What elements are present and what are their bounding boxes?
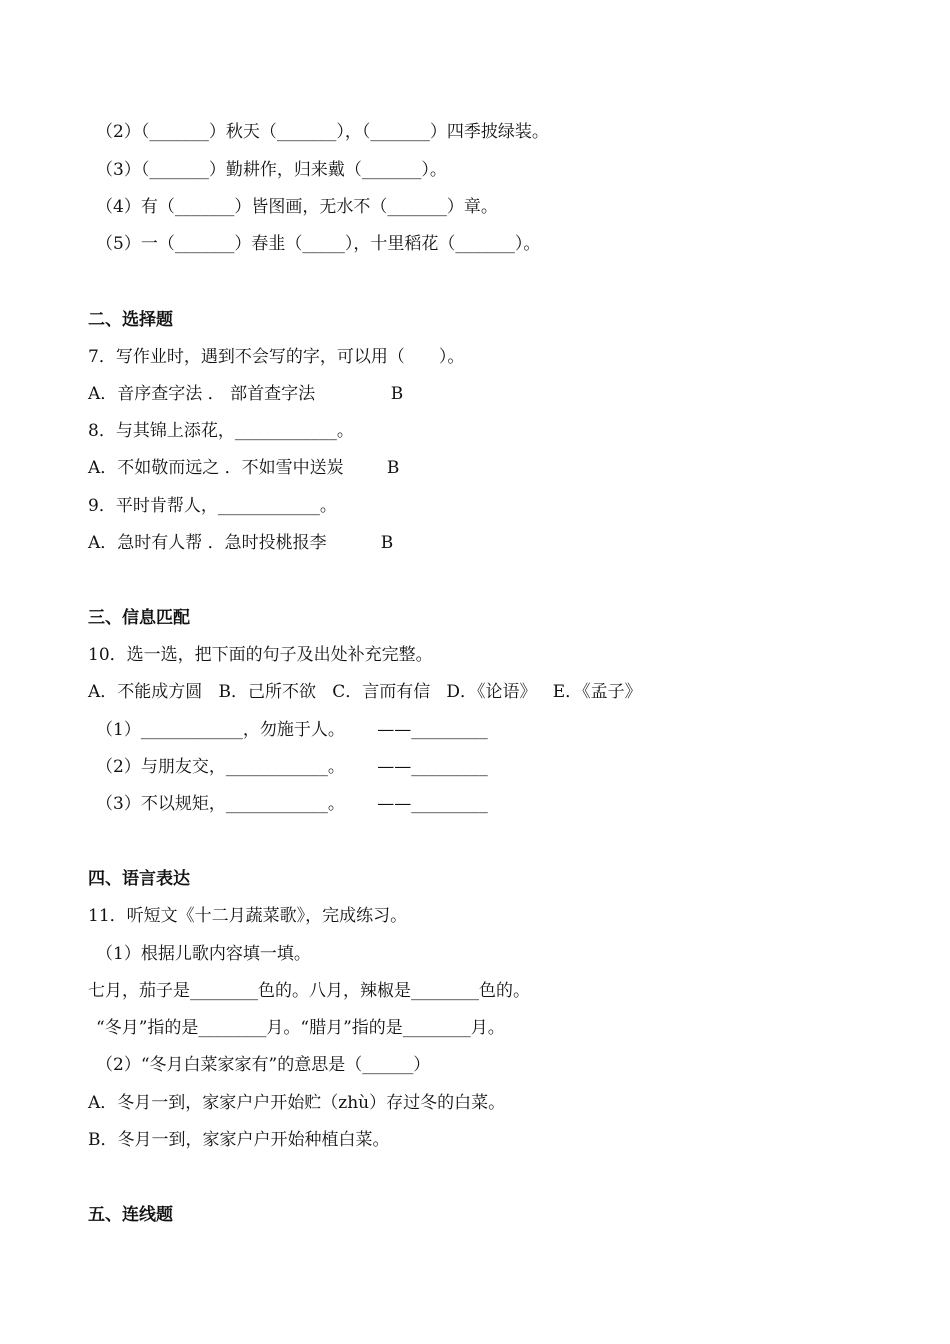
question-11-part-1: （1）根据儿歌内容填一填。 <box>96 944 311 964</box>
section-3-title: 三、信息匹配 <box>88 608 190 628</box>
fill-blank-item-3: （3）（_______）勤耕作，归来戴（_______）。 <box>96 160 447 180</box>
question-11-line-2: “冬月”指的是________月。“腊月”指的是________月。 <box>96 1018 505 1038</box>
question-9: 9．平时肯帮人，____________。 <box>88 496 337 516</box>
section-5-title: 五、连线题 <box>88 1205 173 1225</box>
question-10-sub-3: （3）不以规矩，____________。 ——_________ <box>96 794 488 814</box>
question-8-options: A．不如敬而远之 ．不如雪中送炭 B <box>88 458 400 478</box>
question-8: 8．与其锦上添花，____________。 <box>88 421 354 441</box>
question-7-options: A．音序查字法 ． 部首查字法 B <box>88 384 404 404</box>
fill-blank-item-5: （5）一（_______）春韭（_____），十里稻花（_______）。 <box>96 234 541 254</box>
question-11: 11．听短文《十二月蔬菜歌》，完成练习。 <box>88 906 408 926</box>
question-11-option-a: A．冬月一到，家家户户开始贮（zhù）存过冬的白菜。 <box>88 1093 506 1113</box>
question-9-options: A．急时有人帮 ．急时投桃报李 B <box>88 533 394 553</box>
question-11-option-b: B．冬月一到，家家户户开始种植白菜。 <box>88 1130 390 1150</box>
question-10-sub-1: （1）____________，勿施于人。 ——_________ <box>96 720 488 740</box>
fill-blank-item-2: （2）（_______）秋天（_______），（_______）四季披绿装。 <box>96 122 549 142</box>
question-10-options: A．不能成方圆 B．己所不欲 C．言而有信 D．《论语》 E．《孟子》 <box>88 682 642 702</box>
fill-blank-item-4: （4）有（_______）皆图画，无水不（_______）章。 <box>96 197 498 217</box>
section-2-title: 二、选择题 <box>88 310 173 330</box>
question-11-part-2: （2）“冬月白菜家家有”的意思是（______） <box>96 1055 431 1075</box>
question-10: 10．选一选，把下面的句子及出处补充完整。 <box>88 645 433 665</box>
question-10-sub-2: （2）与朋友交，____________。 ——_________ <box>96 757 488 777</box>
question-11-line-1: 七月，茄子是________色的。八月，辣椒是________色的。 <box>88 981 530 1001</box>
section-4-title: 四、语言表达 <box>88 869 190 889</box>
question-7: 7．写作业时，遇到不会写的字，可以用（ ）。 <box>88 347 465 367</box>
